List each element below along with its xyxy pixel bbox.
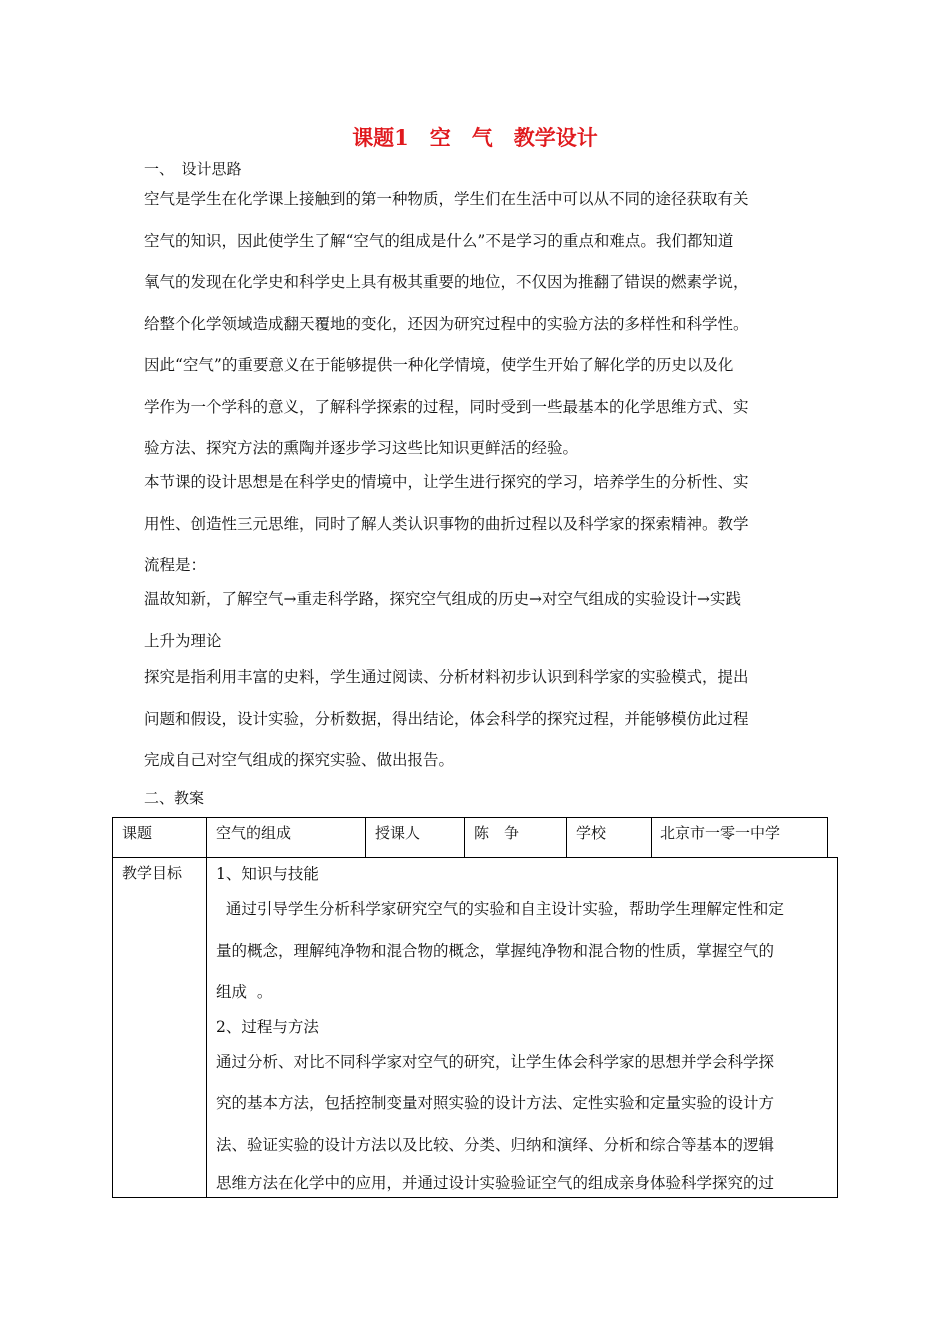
paragraph-line: 温故知新，了解空气→重走科学路，探究空气组成的历史→对空气组成的实验设计→实践 [144, 590, 741, 608]
objectives-line: 思维方法在化学中的应用，并通过设计实验验证空气的组成亲身体验科学探究的过 [216, 1174, 775, 1192]
topic-label: 课题 [122, 824, 153, 842]
teacher-label: 授课人 [375, 824, 421, 842]
objectives-label: 教学目标 [122, 864, 183, 882]
objectives-line: 1、知识与技能 [216, 865, 319, 883]
paragraph-line: 空气的知识，因此使学生了解“空气的组成是什么”不是学习的重点和难点。我们都知道 [144, 232, 734, 250]
paragraph-line: 本节课的设计思想是在科学史的情境中，让学生进行探究的学习，培养学生的分析性、实 [144, 473, 749, 491]
school-label: 学校 [576, 824, 607, 842]
section-heading-lesson-plan: 二、教案 [144, 789, 205, 807]
table-border [112, 857, 838, 858]
objectives-line: 通过引导学生分析科学家研究空气的实验和自主设计实验，帮助学生理解定性和定 [216, 900, 784, 918]
section-heading-design-ideas: 一、 设计思路 [144, 160, 242, 178]
paragraph-line: 氧气的发现在化学史和科学史上具有极其重要的地位，不仅因为推翻了错误的燃素学说， [144, 273, 749, 291]
paragraph-line: 完成自己对空气组成的探究实验、做出报告。 [144, 751, 455, 769]
paragraph-line: 用性、创造性三元思维，同时了解人类认识事物的曲折过程以及科学家的探索精神。教学 [144, 515, 749, 533]
paragraph-line: 流程是： [144, 556, 207, 574]
school-value: 北京市一零一中学 [660, 824, 781, 842]
teacher-value: 陈 争 [474, 824, 520, 842]
table-border [566, 817, 567, 857]
table-border [837, 857, 838, 1198]
objectives-line: 组成 。 [216, 983, 273, 1001]
table-border [112, 1197, 838, 1198]
table-border [365, 817, 366, 857]
table-border [827, 817, 828, 857]
table-border [112, 817, 828, 818]
table-border [651, 817, 652, 857]
paragraph-line: 上升为理论 [144, 632, 222, 650]
objectives-line: 究的基本方法，包括控制变量对照实验的设计方法、定性实验和定量实验的设计方 [216, 1094, 775, 1112]
paragraph-line: 学作为一个学科的意义，了解科学探索的过程，同时受到一些最基本的化学思维方式、实 [144, 398, 749, 416]
paragraph-line: 探究是指利用丰富的史料，学生通过阅读、分析材料初步认识到科学家的实验模式，提出 [144, 668, 749, 686]
table-border [464, 817, 465, 857]
topic-value: 空气的组成 [216, 824, 292, 842]
table-border [206, 817, 207, 1198]
objectives-line: 量的概念，理解纯净物和混合物的概念，掌握纯净物和混合物的性质，掌握空气的 [216, 942, 775, 960]
paragraph-line: 问题和假设，设计实验，分析数据，得出结论，体会科学的探究过程，并能够模仿此过程 [144, 710, 749, 728]
paragraph-line: 空气是学生在化学课上接触到的第一种物质，学生们在生活中可以从不同的途径获取有关 [144, 190, 749, 208]
objectives-line: 通过分析、对比不同科学家对空气的研究，让学生体会科学家的思想并学会科学探 [216, 1053, 775, 1071]
table-border [112, 817, 113, 1198]
page-title: 课题1 空 气 教学设计 [352, 125, 598, 150]
objectives-line: 法、验证实验的设计方法以及比较、分类、归纳和演绎、分析和综合等基本的逻辑 [216, 1136, 775, 1154]
paragraph-line: 给整个化学领域造成翻天覆地的变化，还因为研究过程中的实验方法的多样性和科学性。 [144, 315, 749, 333]
paragraph-line: 因此“空气”的重要意义在于能够提供一种化学情境，使学生开始了解化学的历史以及化 [144, 356, 734, 374]
paragraph-line: 验方法、探究方法的熏陶并逐步学习这些比知识更鲜活的经验。 [144, 439, 579, 457]
objectives-line: 2、过程与方法 [216, 1018, 319, 1036]
